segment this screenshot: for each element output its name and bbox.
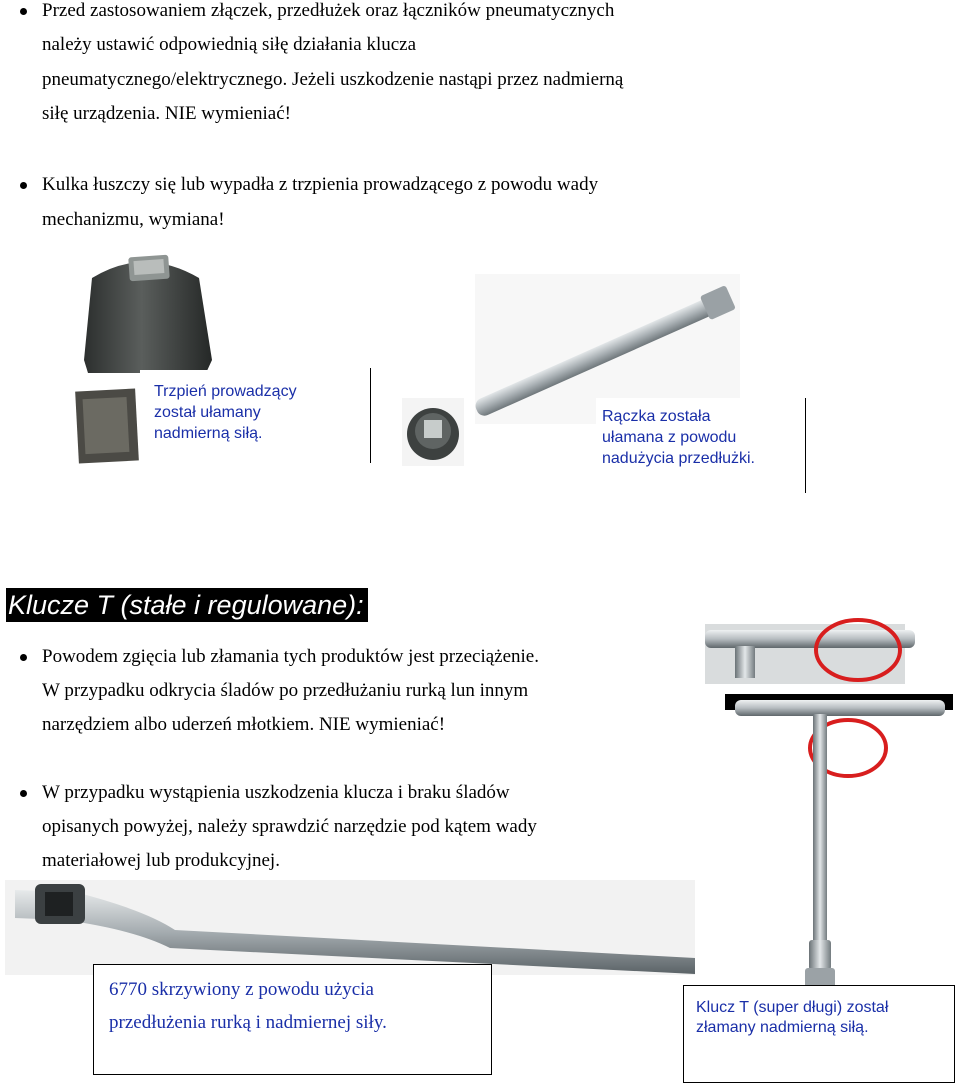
socket-caption-line: został ułamany bbox=[154, 404, 261, 421]
divider-line bbox=[805, 398, 806, 493]
text-line: opisanych powyżej, należy sprawdzić narzędzie pod kątem wady bbox=[42, 816, 537, 837]
bullet-marker bbox=[20, 182, 27, 189]
handle-caption-line: ułamana z powodu bbox=[602, 429, 737, 446]
text-line: pneumatycznego/elektrycznego. Jeżeli uszkodzenie nastąpi przez nadmierną bbox=[42, 69, 624, 90]
socket-caption-line: Trzpień prowadzący bbox=[154, 383, 297, 400]
small-socket-image bbox=[402, 398, 464, 466]
bullet-marker bbox=[20, 790, 27, 797]
handle-caption-line: nadużycia przedłużki. bbox=[602, 450, 755, 467]
text-line: należy ustawić odpowiednią siłę działania klucza bbox=[42, 34, 417, 55]
t-key-caption-box bbox=[683, 985, 955, 1083]
divider-line bbox=[370, 368, 371, 463]
text-line: siłę urządzenia. NIE wymieniać! bbox=[42, 103, 291, 124]
bullet-marker bbox=[20, 654, 27, 661]
bent-caption-line: 6770 skrzywiony z powodu użycia bbox=[109, 979, 374, 1000]
tkey-caption-line: Klucz T (super długi) został bbox=[696, 999, 889, 1016]
tkey-caption-line: złamany nadmierną siłą. bbox=[696, 1019, 869, 1036]
text-line: materiałowej lub produkcyjnej. bbox=[42, 850, 280, 871]
text-line: W przypadku odkrycia śladów po przedłużaniu rurką lun innym bbox=[42, 680, 529, 701]
text-line: Powodem zgięcia lub złamania tych produktów jest przeciążenie. bbox=[42, 646, 539, 667]
socket-caption-line: nadmierną siłą. bbox=[154, 425, 263, 442]
text-line: mechanizmu, wymiana! bbox=[42, 209, 225, 230]
handle-caption-line: Rączka została bbox=[602, 408, 711, 425]
bent-wrench-image bbox=[5, 880, 695, 975]
text-line: narzędziem albo uderzeń młotkiem. NIE wymieniać! bbox=[42, 714, 446, 735]
t-wrench-image bbox=[705, 610, 955, 1010]
text-line: Kulka łuszczy się lub wypadła z trzpienia prowadzącego z powodu wady bbox=[42, 174, 599, 195]
text-line: Przed zastosowaniem złączek, przedłużek oraz łączników pneumatycznych bbox=[42, 0, 615, 21]
bent-caption-line: przedłużenia rurką i nadmiernej siły. bbox=[109, 1012, 387, 1033]
bent-wrench-caption-box bbox=[93, 964, 492, 1075]
bullet-marker bbox=[20, 8, 27, 15]
section-heading: Klucze T (stałe i regulowane): bbox=[6, 588, 368, 622]
text-line: W przypadku wystąpienia uszkodzenia klucza i braku śladów bbox=[42, 782, 510, 803]
